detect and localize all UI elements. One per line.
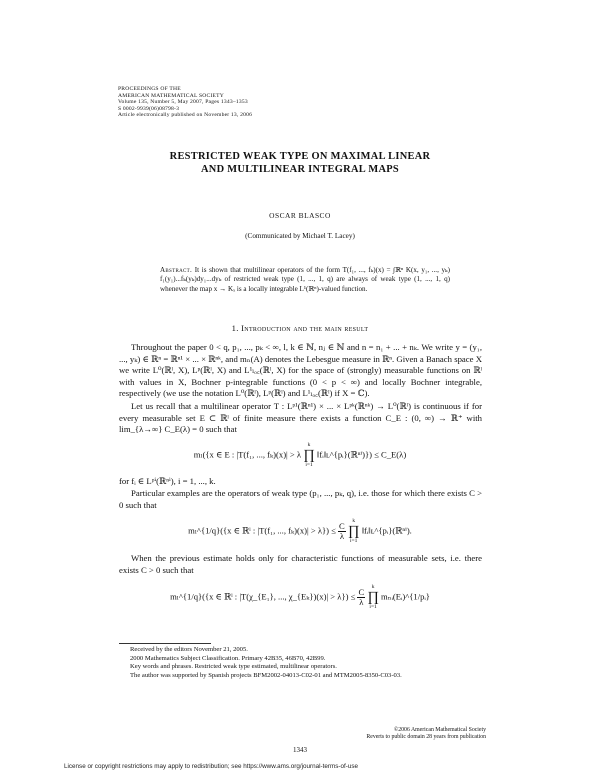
journal-header-line: S 0002-9939(06)08798-3 bbox=[118, 105, 180, 112]
paragraph-5: When the previous estimate holds only for characteristic functions of measurable sets, i.e. there exists C > 0 such that bbox=[119, 553, 482, 575]
title-line-1: RESTRICTED WEAK TYPE ON MAXIMAL LINEAR bbox=[169, 151, 431, 162]
abstract-label: Abstract. bbox=[160, 266, 193, 274]
product-symbol: ∏ bbox=[367, 590, 379, 605]
fraction-denominator: λ bbox=[359, 597, 364, 607]
footnote-support: The author was supported by Spanish projects BFM2002-04013-C02-01 and MTM2005-8350-C03-03. bbox=[130, 671, 402, 679]
equation-1 bbox=[0, 442, 600, 469]
section-heading bbox=[0, 323, 600, 333]
paragraph-4: Particular examples are the operators of weak type (p₁, ..., pₖ, q), i.e. those for which there exists C > 0 such that bbox=[119, 488, 482, 510]
author-name: OSCAR BLASCO bbox=[269, 211, 331, 220]
journal-header-line: Volume 135, Number 5, May 2007, Pages 1343–1353 bbox=[118, 99, 248, 106]
eq3-right: mₙᵢ(Eᵢ)^{1/pᵢ} bbox=[381, 591, 430, 602]
product-upper: k bbox=[371, 584, 375, 590]
eq1-left: mₗ({x ∈ E : |T(f₁, ..., fₖ)(x)| > λ bbox=[193, 449, 302, 460]
copyright-notice bbox=[300, 727, 486, 742]
footnote-keywords: Key words and phrases. Restricted weak type estimated, multilinear operators. bbox=[130, 663, 337, 671]
eq2-right: ‖fᵢ‖ʟ^{pᵢ}(ℝⁿⁱ). bbox=[361, 525, 412, 536]
abstract bbox=[160, 266, 450, 294]
product-operator bbox=[348, 518, 360, 545]
section-heading-text: 1. Introduction and the main result bbox=[231, 323, 369, 333]
eq2-left: mₗ^{1/q}({x ∈ ℝˡ : |T(f₁, ..., fₖ)(x)| > λ}) ≤ bbox=[188, 525, 336, 536]
journal-header bbox=[118, 86, 252, 119]
paper-title bbox=[0, 150, 600, 176]
page-number: 1343 bbox=[293, 746, 307, 754]
fraction bbox=[338, 522, 346, 541]
abstract-text: It is shown that multilinear operators of the form T(f₁, ..., fₖ)(x) = ∫ℝⁿ K(x, y₁, ..., yₖ) f₁(y₁)...fₖ(yₖ)dy₁...dyₖ of restricted weak type (1, ..., 1, q) are always of weak type (1, ..., 1, q) whenever the map x → Kₓ is a locally integrable L¹(ℝⁿ)-valued function. bbox=[160, 266, 450, 293]
eq1-right: ‖fᵢ‖ʟ^{pᵢ}(ℝⁿⁱ)}) ≤ C_E(λ) bbox=[316, 449, 407, 460]
fraction bbox=[357, 588, 365, 607]
product-lower: i=1 bbox=[369, 604, 377, 610]
journal-header-line: Article electronically published on November 13, 2006 bbox=[118, 112, 253, 119]
paragraph-1: Throughout the paper 0 < q, p₁, ..., pₖ < ∞, l, k ∈ ℕ, nⱼ ∈ ℕ and n = n₁ + ... + nₖ. We write y = (y₁, ..., yₖ) ∈ ℝⁿ = ℝⁿ¹ × ... × ℝⁿᵏ, and mₙ(A) denotes the Lebesgue measure in ℝⁿ. Given a Banach space X we write L⁰(ℝˡ, X), Lᵖ(ℝˡ, X) and L¹ₗₒ꜀(ℝˡ, X) for the space of (strongly) measurable functions on ℝˡ with values in X, Bochner p-integrable functions (0 < p < ∞) and locally Bochner integrable, respectively (we use the notation L⁰(ℝˡ), Lᵖ(ℝˡ) and L¹ₗₒ꜀(ℝˡ) if X = ℂ). bbox=[119, 342, 482, 399]
footnote-received: Received by the editors November 21, 2005. bbox=[130, 646, 248, 653]
product-symbol: ∏ bbox=[347, 524, 360, 539]
product-symbol: ∏ bbox=[303, 448, 315, 463]
copyright-line-2: Reverts to public domain 28 years from publication bbox=[366, 734, 486, 741]
product-lower: i=1 bbox=[349, 538, 358, 544]
footnotes bbox=[119, 646, 483, 680]
fraction-denominator: λ bbox=[339, 531, 344, 541]
product-lower: i=1 bbox=[305, 462, 313, 468]
fraction-numerator: C bbox=[339, 521, 345, 531]
communicated-by: (Communicated by Michael T. Lacey) bbox=[245, 232, 355, 240]
equation-3 bbox=[0, 584, 600, 611]
fraction-numerator: C bbox=[358, 587, 365, 597]
product-operator bbox=[367, 584, 379, 611]
footnote-msc: 2000 Mathematics Subject Classification. Primary 42B35, 46B70, 42B99. bbox=[130, 654, 326, 662]
journal-header-line: AMERICAN MATHEMATICAL SOCIETY bbox=[118, 92, 224, 99]
paragraph-3: for fᵢ ∈ Lᵖⁱ(ℝⁿⁱ), i = 1, ..., k. bbox=[119, 476, 216, 486]
product-operator bbox=[303, 442, 315, 469]
product-upper: k bbox=[352, 518, 356, 524]
copyright-line-1: ©2006 American Mathematical Society bbox=[393, 727, 486, 733]
title-line-2: AND MULTILINEAR INTEGRAL MAPS bbox=[201, 164, 399, 175]
journal-header-line: PROCEEDINGS OF THE bbox=[118, 86, 181, 92]
license-notice[interactable]: License or copyright restrictions may apply to redistribution; see https://www.ams.org/journal-terms-of-use bbox=[64, 763, 358, 770]
product-upper: k bbox=[307, 442, 311, 448]
equation-2 bbox=[0, 518, 600, 545]
paragraph-2: Let us recall that a multilinear operator T : Lᵖ¹(ℝⁿ¹) × ... × Lᵖᵏ(ℝⁿᵏ) → L⁰(ℝˡ) is continuous if for every measurable set E ⊂ ℝˡ of finite measure there exists a function C_E : (0, ∞) → ℝ⁺ with lim_{λ→∞} C_E(λ) = 0 such that bbox=[119, 401, 482, 435]
footnote-divider bbox=[119, 643, 211, 644]
eq3-left: mₗ^{1/q}({x ∈ ℝˡ : |T(χ_{E₁}, ..., χ_{Eₖ})(x)| > λ}) ≤ bbox=[170, 591, 356, 602]
